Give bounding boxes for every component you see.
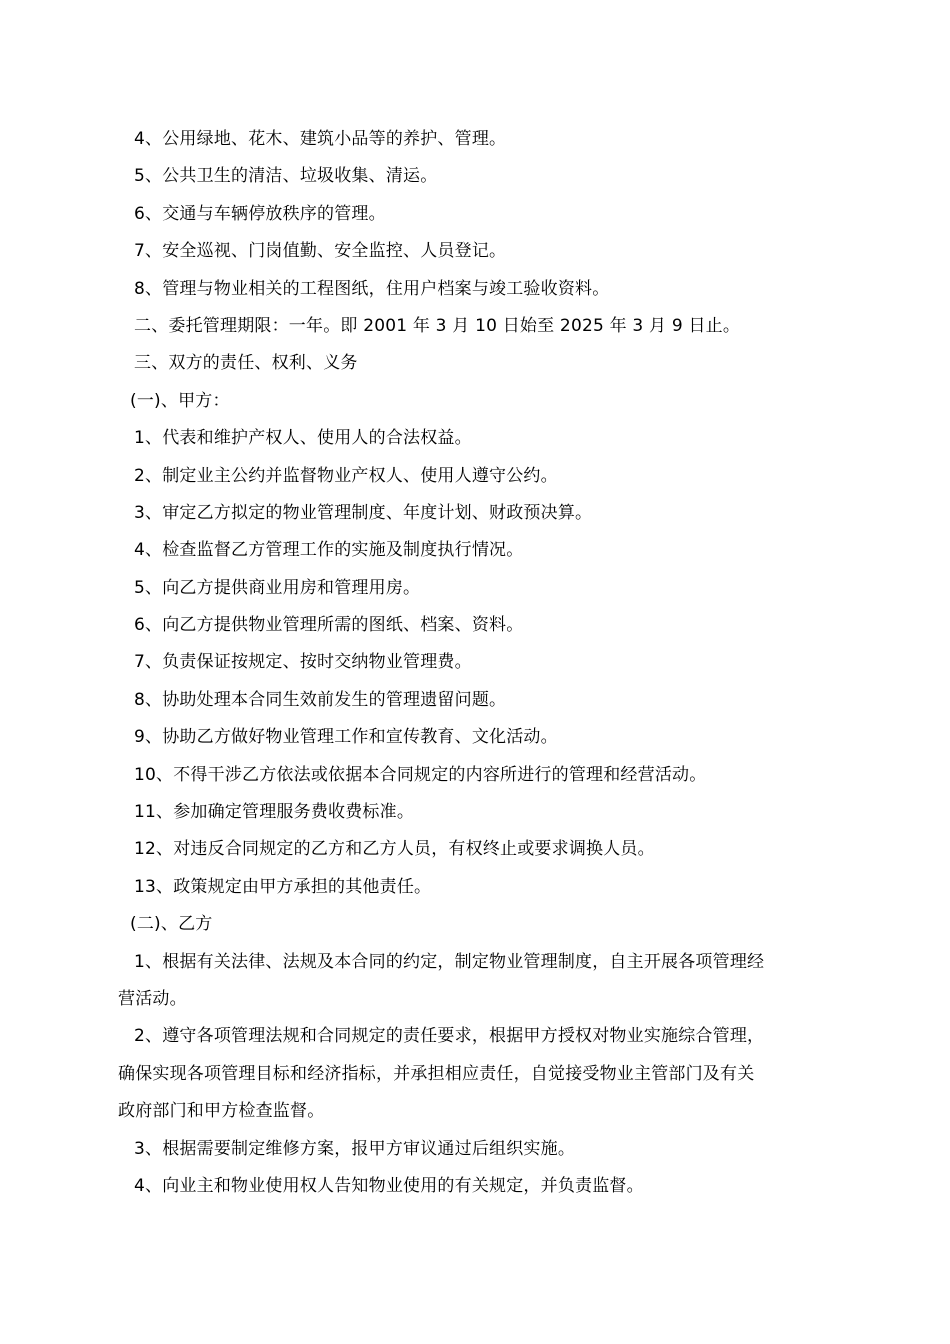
- text-line: 2、制定业主公约并监督物业产权人、使用人遵守公约。: [134, 465, 558, 486]
- text-line: 7、安全巡视、门岗值勤、安全监控、人员登记。: [134, 241, 507, 262]
- text-line: 10、不得干涉乙方依法或依据本合同规定的内容所进行的管理和经营活动。: [134, 764, 707, 785]
- text-line: 8、协助处理本合同生效前发生的管理遗留问题。: [134, 689, 507, 710]
- text-line-continuation: 确保实现各项管理目标和经济指标，并承担相应责任，自觉接受物业主管部门及有关: [118, 1063, 755, 1084]
- text-line: 7、负责保证按规定、按时交纳物业管理费。: [134, 652, 472, 673]
- text-line: 5、向乙方提供商业用房和管理用房。: [134, 577, 421, 598]
- text-line: 1、代表和维护产权人、使用人的合法权益。: [134, 428, 472, 449]
- text-line: 4、检查监督乙方管理工作的实施及制度执行情况。: [134, 540, 524, 561]
- text-line: 2、遵守各项管理法规和合同规定的责任要求，根据甲方授权对物业实施综合管理，: [134, 1026, 765, 1047]
- text-line: 3、根据需要制定维修方案，报甲方审议通过后组织实施。: [134, 1138, 576, 1159]
- subsection-heading: (二)、乙方: [130, 914, 213, 935]
- text-line: 8、管理与物业相关的工程图纸，住用户档案与竣工验收资料。: [134, 278, 610, 299]
- text-line: 6、向乙方提供物业管理所需的图纸、档案、资料。: [134, 615, 524, 636]
- document-body: [118, 121, 838, 1205]
- text-line: 4、向业主和物业使用权人告知物业使用的有关规定，并负责监督。: [134, 1175, 644, 1196]
- text-line: 12、对违反合同规定的乙方和乙方人员，有权终止或要求调换人员。: [134, 839, 655, 860]
- text-line: 9、协助乙方做好物业管理工作和宣传教育、文化活动。: [134, 727, 558, 748]
- text-line: 5、公共卫生的清洁、垃圾收集、清运。: [134, 166, 438, 187]
- text-line: 4、公用绿地、花木、建筑小品等的养护、管理。: [134, 129, 507, 149]
- text-line-continuation: 政府部门和甲方检查监督。: [118, 1101, 325, 1122]
- text-line: 11、参加确定管理服务费收费标准。: [134, 802, 415, 823]
- text-line: 6、交通与车辆停放秩序的管理。: [134, 203, 386, 224]
- subsection-heading: (一)、甲方：: [130, 390, 230, 411]
- text-line: 1、根据有关法律、法规及本合同的约定，制定物业管理制度，自主开展各项管理经: [134, 951, 765, 972]
- text-line: 13、政策规定由甲方承担的其他责任。: [134, 876, 432, 897]
- section-heading: 二、委托管理期限：一年。即 2001 年 3 月 10 日始至 2025 年 3 月 9 日止。: [134, 315, 741, 336]
- text-line: 3、审定乙方拟定的物业管理制度、年度计划、财政预决算。: [134, 502, 593, 523]
- section-heading: 三、双方的责任、权利、义务: [134, 353, 358, 374]
- text-line-continuation: 营活动。: [118, 988, 187, 1009]
